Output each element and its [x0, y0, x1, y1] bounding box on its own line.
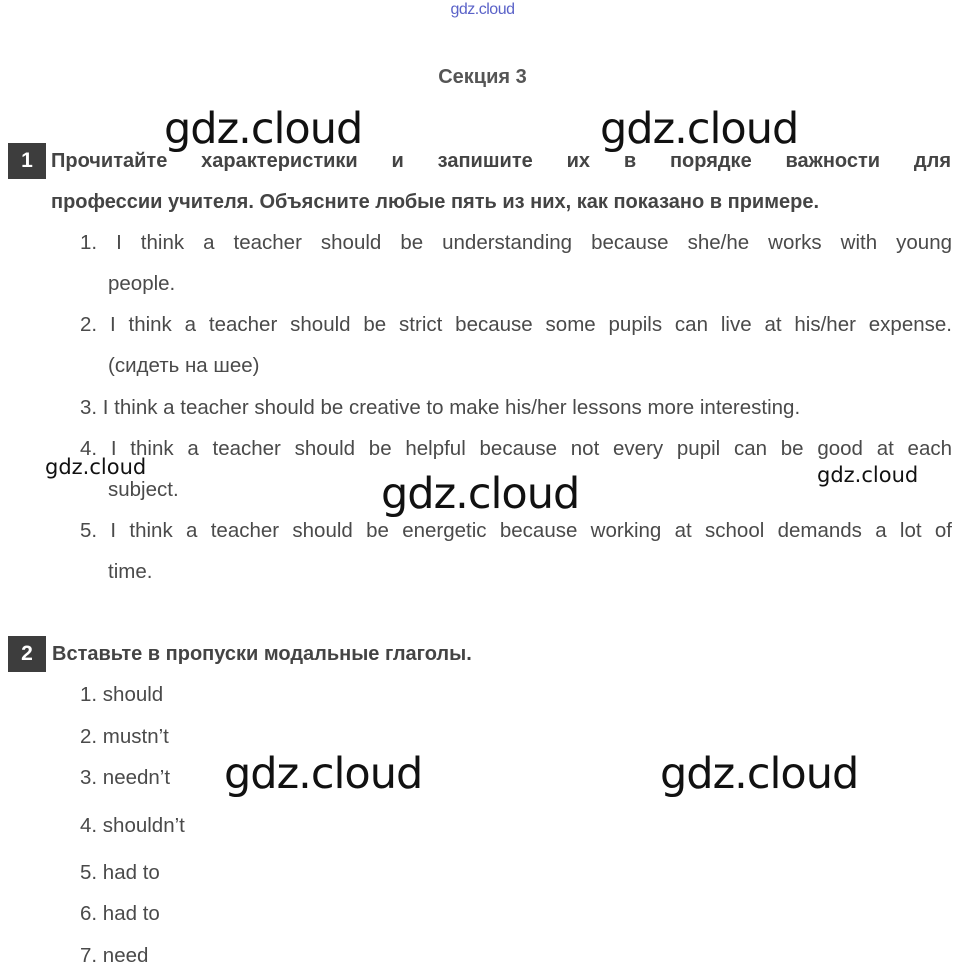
task-2-title: Вставьте в пропуски модальные глаголы.: [52, 643, 472, 665]
watermark: gdz.cloud: [600, 104, 799, 154]
task-1-item-4-line-2: subject.: [108, 478, 179, 501]
task-1-title-line-1: Прочитайте характеристики и запишите их в порядке важности для: [51, 150, 951, 172]
task-1-item-4-line-1: 4. I think a teacher should be helpful because not every pupil can be good at each: [80, 437, 952, 460]
watermark: gdz.cloud: [164, 104, 363, 154]
task-1-title-line-2: профессии учителя. Объясните любые пять из них, как показано в примере.: [51, 191, 820, 213]
task-2-number: 2: [8, 636, 46, 672]
task-1-number: 1: [8, 143, 46, 179]
answer-2: 2. mustn’t: [80, 725, 169, 748]
site-mark: gdz.cloud: [450, 1, 515, 18]
answer-5: 5. had to: [80, 861, 160, 884]
watermark: gdz.cloud: [817, 463, 919, 487]
watermark: gdz.cloud: [45, 455, 147, 479]
task-1-item-3-line-1: 3. I think a teacher should be creative to make his/her lessons more interesting.: [80, 396, 801, 419]
section-title: Секция 3: [438, 66, 527, 88]
task-1-item-2-line-1: 2. I think a teacher should be strict because some pupils can live at his/her expense.: [80, 313, 952, 336]
watermark: gdz.cloud: [224, 749, 423, 799]
answer-6: 6. had to: [80, 902, 160, 925]
answer-4: 4. shouldn’t: [80, 814, 185, 837]
task-1-item-5-line-1: 5. I think a teacher should be energetic because working at school demands a lot of: [80, 519, 952, 542]
answer-3: 3. needn’t: [80, 766, 171, 789]
task-1-item-2-line-2: (сидеть на шее): [108, 354, 260, 377]
task-1-item-1-line-1: 1. I think a teacher should be understanding because she/he works with young: [80, 231, 952, 254]
task-1-item-1-line-2: people.: [108, 272, 176, 295]
task-1-item-5-line-2: time.: [108, 560, 153, 583]
answer-1: 1. should: [80, 683, 164, 706]
watermark: gdz.cloud: [381, 469, 580, 519]
answer-7: 7. need: [80, 944, 149, 967]
watermark: gdz.cloud: [660, 749, 859, 799]
